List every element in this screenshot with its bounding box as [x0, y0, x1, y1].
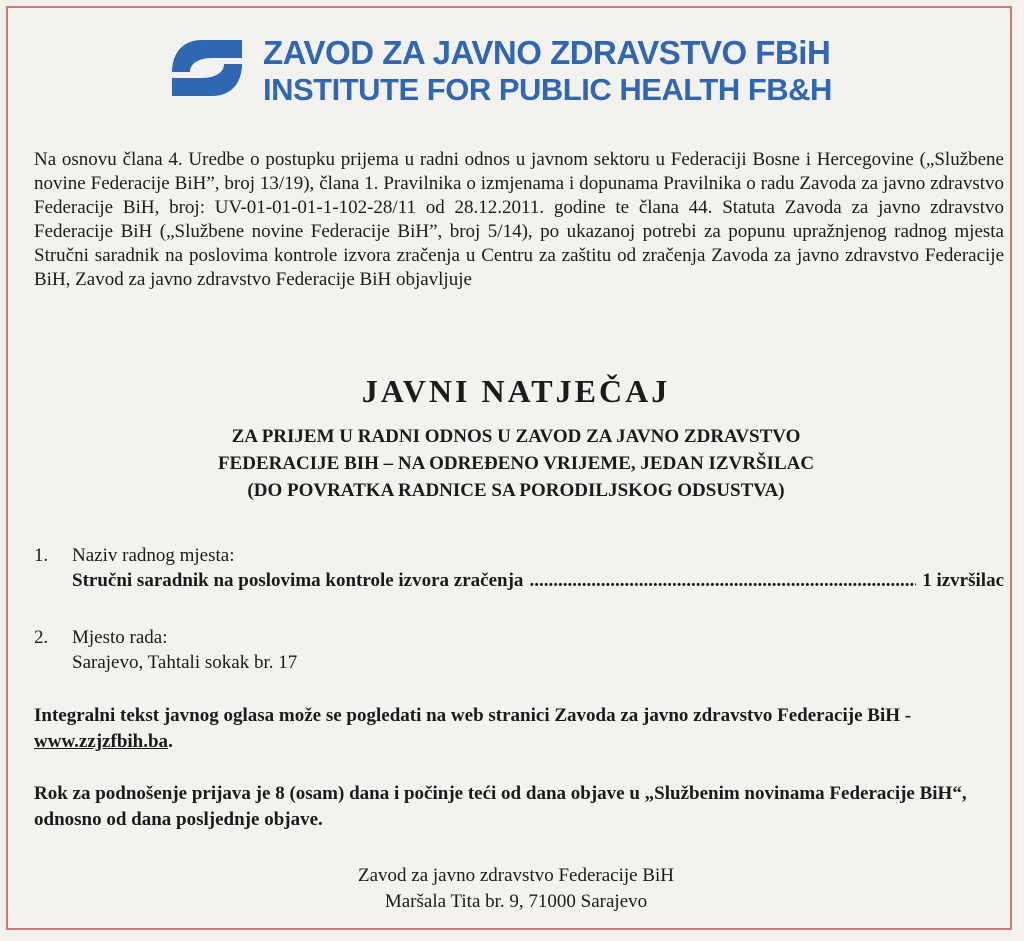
dot-leader — [529, 568, 916, 593]
header — [168, 30, 868, 110]
footer-address: Maršala Tita br. 9, 71000 Sarajevo — [384, 891, 648, 912]
position-row — [72, 568, 1004, 593]
list-number: 1. — [34, 545, 49, 566]
integral-text-paragraph — [34, 703, 1004, 755]
integral-text: Integralni tekst javnog oglasa može se pogledati na web stranici Zavoda za javno zdravstvo Federacije BiH - — [34, 705, 912, 726]
institute-logo-icon — [168, 34, 246, 102]
footer-signature — [8, 863, 1024, 915]
position-count: 1 izvršilac — [922, 570, 1004, 591]
intro-paragraph: Na osnovu člana 4. Uredbe o postupku prijema u radni odnos u javnom sektoru u Federaciji Bosne i Hercegovine („Službene novine Federacije BiH”, broj 13/19), člana 1. Pravilnika o izmjenama i dopunama Pravilnika o radu Zavoda za javno zdravstvo Federacije BiH, broj: UV-01-01-01-1-102-28/11 od 28.12.2011. godine te člana 44. Statuta Zavoda za javno zdravstvo Federacije BiH („Službene novine Federacije BiH”, broj 5/14), po ukazanoj potrebi za popunu upražnjenog radnog mjesta Stručni saradnik na poslovima kontrole izvora zračenja u Centru za zaštitu od zračenja Zavoda za javno zdravstvo Federacije BiH, Zavod za javno zdravstvo Federacije BiH objavljuje — [34, 149, 1004, 290]
subtitle-line-3: (DO POVRATKA RADNICE SA PORODILJSKOG ODSUSTVA) — [247, 480, 785, 501]
subtitle-line-2: FEDERACIJE BIH – NA ODREĐENO VRIJEME, JEDAN IZVRŠILAC — [217, 453, 815, 474]
announcement-subtitle — [8, 423, 1024, 504]
footer-org: Zavod za javno zdravstvo Federacije BiH — [357, 865, 675, 886]
integral-text-end: . — [168, 731, 173, 752]
website-link[interactable]: www.zzjzfbih.ba — [34, 731, 169, 752]
location-value: Sarajevo, Tahtali sokak br. 17 — [72, 652, 298, 673]
subtitle-line-1: ZA PRIJEM U RADNI ODNOS U ZAVOD ZA JAVNO ZDRAVSTVO — [231, 426, 801, 447]
announcement-frame — [6, 6, 1012, 930]
list-number: 2. — [34, 627, 49, 648]
org-name-local: ZAVOD ZA JAVNO ZDRAVSTVO FBiH — [263, 34, 831, 71]
location-label: Mjesto rada: — [72, 627, 168, 648]
deadline-paragraph: Rok za podnošenje prijava je 8 (osam) dana i počinje teći od dana objave u „Službenim novinama Federacije BiH“, odnosno od dana posljednje objave. — [34, 783, 967, 830]
org-name-english: INSTITUTE FOR PUBLIC HEALTH FB&H — [263, 72, 832, 107]
position-title: Stručni saradnik na poslovima kontrole izvora zračenja — [72, 570, 524, 591]
announcement-title: JAVNI NATJEČAJ — [361, 373, 671, 409]
position-label: Naziv radnog mjesta: — [72, 545, 235, 566]
